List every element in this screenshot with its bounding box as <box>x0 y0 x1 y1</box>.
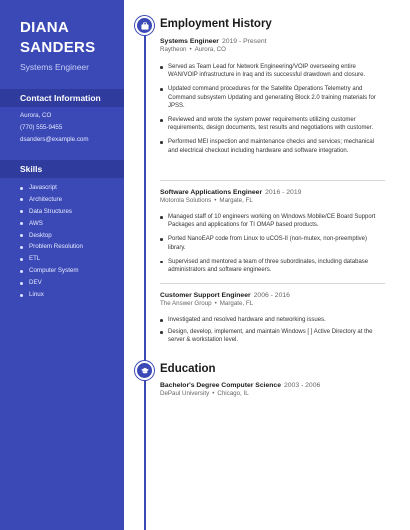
skills-list <box>20 182 83 301</box>
school-name: DePaul University <box>160 390 210 397</box>
job-company: Raytheon <box>160 46 187 53</box>
education-heading: Education <box>160 363 216 375</box>
job-title: Customer Support Engineer <box>160 292 251 299</box>
separator-dot: • <box>189 46 192 53</box>
section-divider <box>160 180 385 181</box>
job-bullet: Supervised and mentored a team of three subordinates, including database administrators and software engineers. <box>160 258 385 274</box>
skill-item: Javascript <box>20 182 83 194</box>
job-location: Margate, FL <box>219 197 253 204</box>
job-dates: 2019 - Present <box>221 38 267 45</box>
candidate-title: Systems Engineer <box>20 62 89 72</box>
section-divider <box>160 283 385 284</box>
job-bullet: Managed staff of 10 engineers working on Windows Mobile/CE Board Support Packages and applications for TI OMAP based products. <box>160 213 385 229</box>
skill-item: ETL <box>20 253 83 265</box>
contact-phone: (770) 555-9455 <box>20 124 63 131</box>
job-dates: 2006 - 2016 <box>253 292 290 299</box>
separator-dot: • <box>214 197 217 204</box>
separator-dot: • <box>214 300 217 307</box>
contact-location: Aurora, CO <box>20 112 52 119</box>
job-bullet: Performed MEI inspection and maintenance checks and services; mechanical and electrical checkout including hardware and software integration. <box>160 138 385 154</box>
job-entry <box>160 38 385 155</box>
skill-item: Desktop <box>20 230 83 242</box>
job-bullet: Served as Team Lead for Network Engineering/VOIP overseeing entire WAN/VOIP infrastructure in Iraq and its successful drawdown and closure. <box>160 63 385 79</box>
job-company: The Answer Group <box>160 300 212 307</box>
graduation-cap-icon <box>135 361 154 380</box>
skills-heading-bar <box>0 160 124 178</box>
timeline-line <box>144 26 146 530</box>
job-bullet: Reviewed and wrote the system power requirements utilizing customer requirements, design documents, test results and negotiations with customer. <box>160 116 385 132</box>
degree-title: Bachelor's Degree Computer Science <box>160 382 281 389</box>
job-company: Motorola Solutions <box>160 197 212 204</box>
education-entry <box>160 382 385 397</box>
separator-dot: • <box>212 390 215 397</box>
contact-heading-bar <box>0 89 124 107</box>
skills-heading: Skills <box>20 164 43 174</box>
job-title: Software Applications Engineer <box>160 189 263 196</box>
skill-item: Computer System <box>20 265 83 277</box>
job-entry <box>160 189 385 274</box>
sidebar <box>0 0 124 530</box>
job-dates: 2016 - 2019 <box>265 189 302 196</box>
school-location: Chicago, IL <box>217 390 249 397</box>
first-name: DIANA <box>20 19 69 36</box>
candidate-name <box>20 18 120 58</box>
skill-item: Linux <box>20 289 83 301</box>
contact-heading: Contact Information <box>20 93 101 103</box>
skill-item: DEV <box>20 277 83 289</box>
skill-item: Architecture <box>20 194 83 206</box>
job-bullet: Design, develop, implement, and maintain Windows [ ] Active Directory at the server & workstation level. <box>160 328 385 344</box>
job-bullet: Updated command procedures for the Satellite Operations Telemetry and Command subsystem Updating and generating Block 2.0 training materials for JPSS. <box>160 85 385 110</box>
contact-email: dsanders@example.com <box>20 136 89 143</box>
skill-item: Data Structures <box>20 206 83 218</box>
education-dates: 2003 - 2006 <box>283 382 321 389</box>
last-name: SANDERS <box>20 39 96 56</box>
employment-heading: Employment History <box>160 18 272 30</box>
skill-item: Problem Resolution <box>20 241 83 253</box>
job-entry <box>160 292 385 345</box>
job-location: Aurora, CO <box>194 46 226 53</box>
job-bullet: Investigated and resolved hardware and networking issues. <box>160 316 385 324</box>
job-bullet: Ported NanoEAP code from Linux to uCOS-II (non-mutex, non-preemptive) library. <box>160 235 385 251</box>
briefcase-icon <box>135 16 154 35</box>
skill-item: AWS <box>20 218 83 230</box>
job-title: Systems Engineer <box>160 38 219 45</box>
job-location: Margate, FL <box>219 300 254 307</box>
